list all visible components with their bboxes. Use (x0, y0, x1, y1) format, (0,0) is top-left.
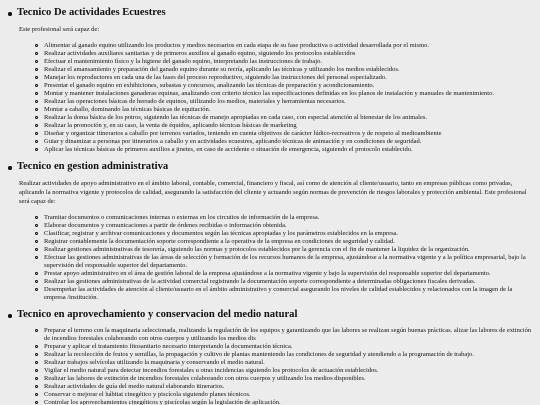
list-item: Vigilar el medio natural para detectar incendios forestales u otras incidencias siguiendo los protocolos de actuación establecidos. (34, 367, 540, 375)
list-item: Manejar los reproductores en cada una de las fases del proceso reproductivo, siguiendo las instrucciones del personal especializado. (34, 74, 540, 82)
bullet-icon (8, 12, 12, 16)
list-item: Tramitar documentos o comunicaciones internas o externas en los circuitos de información de la empresa. (34, 214, 540, 222)
list-item: Guiar y dinamizar a personas por itinerarios a caballo y en actividades ecuestres, aplicando técnicas de animación y en condiciones de seguridad. (34, 138, 540, 146)
capability-list (17, 42, 540, 154)
section-title: Tecnico De actividades Ecuestres (17, 7, 166, 18)
list-item: Realizar actividades de guía del medio natural elaborando itinerarios. (34, 383, 540, 391)
list-item: Clasificar, registrar y archivar comunicaciones y documentos según las técnicas apropiadas y los parámetros establecidos en la empresa. (34, 230, 540, 238)
list-item: Realizar las operaciones básicas de herrado de equinos, utilizando los medios, materiales y herramientas necesarios. (34, 98, 540, 106)
section (0, 308, 540, 405)
list-item: Presentar el ganado equino en exhibiciones, subastas y concursos, analizando las técnicas de preparación y acondicionamiento. (34, 82, 540, 90)
bullet-icon (8, 314, 12, 318)
list-item: Diseñar y organizar itinerarios a caballo por terrenos variados, teniendo en cuenta objetivos de carácter lúdico-recreativos y de respeto al medioambiente (34, 130, 540, 138)
capability-list (17, 214, 540, 302)
list-item: Realizar trabajos selvícolas utilizando la maquinaria y conservando el medio natural. (34, 359, 540, 367)
list-item: Desempeñar las actividades de atención al cliente/usuario en el ámbito administrativo y comercial asegurando los niveles de calidad establecidos y relacionados con la imagen de la empresa /institución. (34, 286, 540, 302)
list-item: Efectuar las gestiones administrativas de las áreas de selección y formación de los recursos humanos de la empresa, ajustándose a la normativa vigente y a la política empresarial, bajo la supervisión del responsable superior del departamento. (34, 254, 540, 270)
section (0, 6, 540, 154)
list-item: Controlar los aprovechamientos cinegéticos y piscícolas según la legislación de aplicación. (34, 399, 540, 405)
list-item: Elaborar documentos y comunicaciones a partir de órdenes recibidas o información obtenida. (34, 222, 540, 230)
list-item: Realizar la doma básica de los potros, siguiendo las técnicas de manejo apropiadas en cada caso, con especial atención al bienestar de los animales. (34, 114, 540, 122)
capability-list (17, 327, 540, 405)
list-item: Conservar o mejorar el hábitat cinegético y piscícola siguiendo planes técnicos. (34, 391, 540, 399)
list-item: Realizar las gestiones administrativas de la actividad comercial registrando la documentación soporte correspondiente a determinadas obligaciones fiscales derivadas. (34, 278, 540, 286)
section-title: Tecnico en gestion administrativa (17, 161, 169, 172)
list-item: Realizar el amansamiento y preparación del ganado equino durante su recría, aplicando las técnicas y utilizando los medios establecidos. (34, 66, 540, 74)
section-list (0, 6, 540, 405)
list-item: Prestar apoyo administrativo en el área de gestión laboral de la empresa ajustándose a la normativa vigente y bajo la supervisión del responsable superior del departamento. (34, 270, 540, 278)
list-item: Aplicar las técnicas básicas de primeros auxilios a jinetes, en caso de accidente o situación de emergencia, siguiendo el protocolo establecido. (34, 146, 540, 154)
list-item: Alimentar al ganado equino utilizando los productos y medios necesarios en cada etapa de su fase productiva o actividad desarrollada por el mismo. (34, 42, 540, 50)
section-intro: Este profesional será capaz de: (19, 26, 100, 33)
section-title: Tecnico en aprovechamiento y conservacion del medio natural (17, 309, 298, 320)
list-item: Realizar actividades auxiliares sanitarias y de primeros auxilios al ganado equino, siguiendo los protocolos establecidos (34, 50, 540, 58)
list-item: Registrar contablemente la documentación soporte correspondiente a la operativa de la empresa en condiciones de seguridad y calidad. (34, 238, 540, 246)
list-item: Efectuar el mantenimiento físico y la higiene del ganado equino, interpretando las instrucciones de trabajo. (34, 58, 540, 66)
bullet-icon (8, 166, 12, 170)
list-item: Realizar la recolección de frutos y semillas, la propagación y cultivo de plantas manteniendo las condiciones de seguridad y atendiendo a la programación de trabajo. (34, 351, 540, 359)
section (0, 160, 540, 302)
list-item: Montar a caballo, dominando las técnicas básicas de equitación. (34, 106, 540, 114)
list-item: Realizar la promoción y, en su caso, la venta de équidos, aplicando técnicas básicas de marketing (34, 122, 540, 130)
list-item: Preparar y aplicar el tratamiento fitosanitario necesario interpretando la documentación técnica. (34, 343, 540, 351)
list-item: Realizar las labores de extinción de incendios forestales colaborando con otros cuerpos y utilizando los medios disponibles. (34, 375, 540, 383)
list-item: Preparar el terreno con la maquinaria seleccionada, realizando la regulación de los equipos y garantizando que las labores se realizan según buenas prácticas. alizar las labores de extinción de incendios forestales colaborando con otros cuerpos y utilizando los medios dis (34, 327, 540, 343)
section-intro: Realizar actividades de apoyo administrativo en el ámbito laboral, contable, comercial, financiero y fiscal, así como de atención al cliente/usuario, tanto en empresas públicas como privadas, aplicando la normativa vigente y protocolos de calidad, asegurando la satisfacción del cliente y actuando según normas de prevención de riesgos laborales y protección ambiental. Este profesional será capaz de: (19, 180, 527, 205)
list-item: Montar y mantener instalaciones ganaderas equinas, analizando con criterio técnico las especificaciones definidas en los planos de instalación y manuales de mantenimiento. (34, 90, 540, 98)
list-item: Realizar gestiones administrativas de tesorería, siguiendo las normas y protocolos establecidos por la gerencia con el fin de mantener la liquidez de la organización. (34, 246, 540, 254)
